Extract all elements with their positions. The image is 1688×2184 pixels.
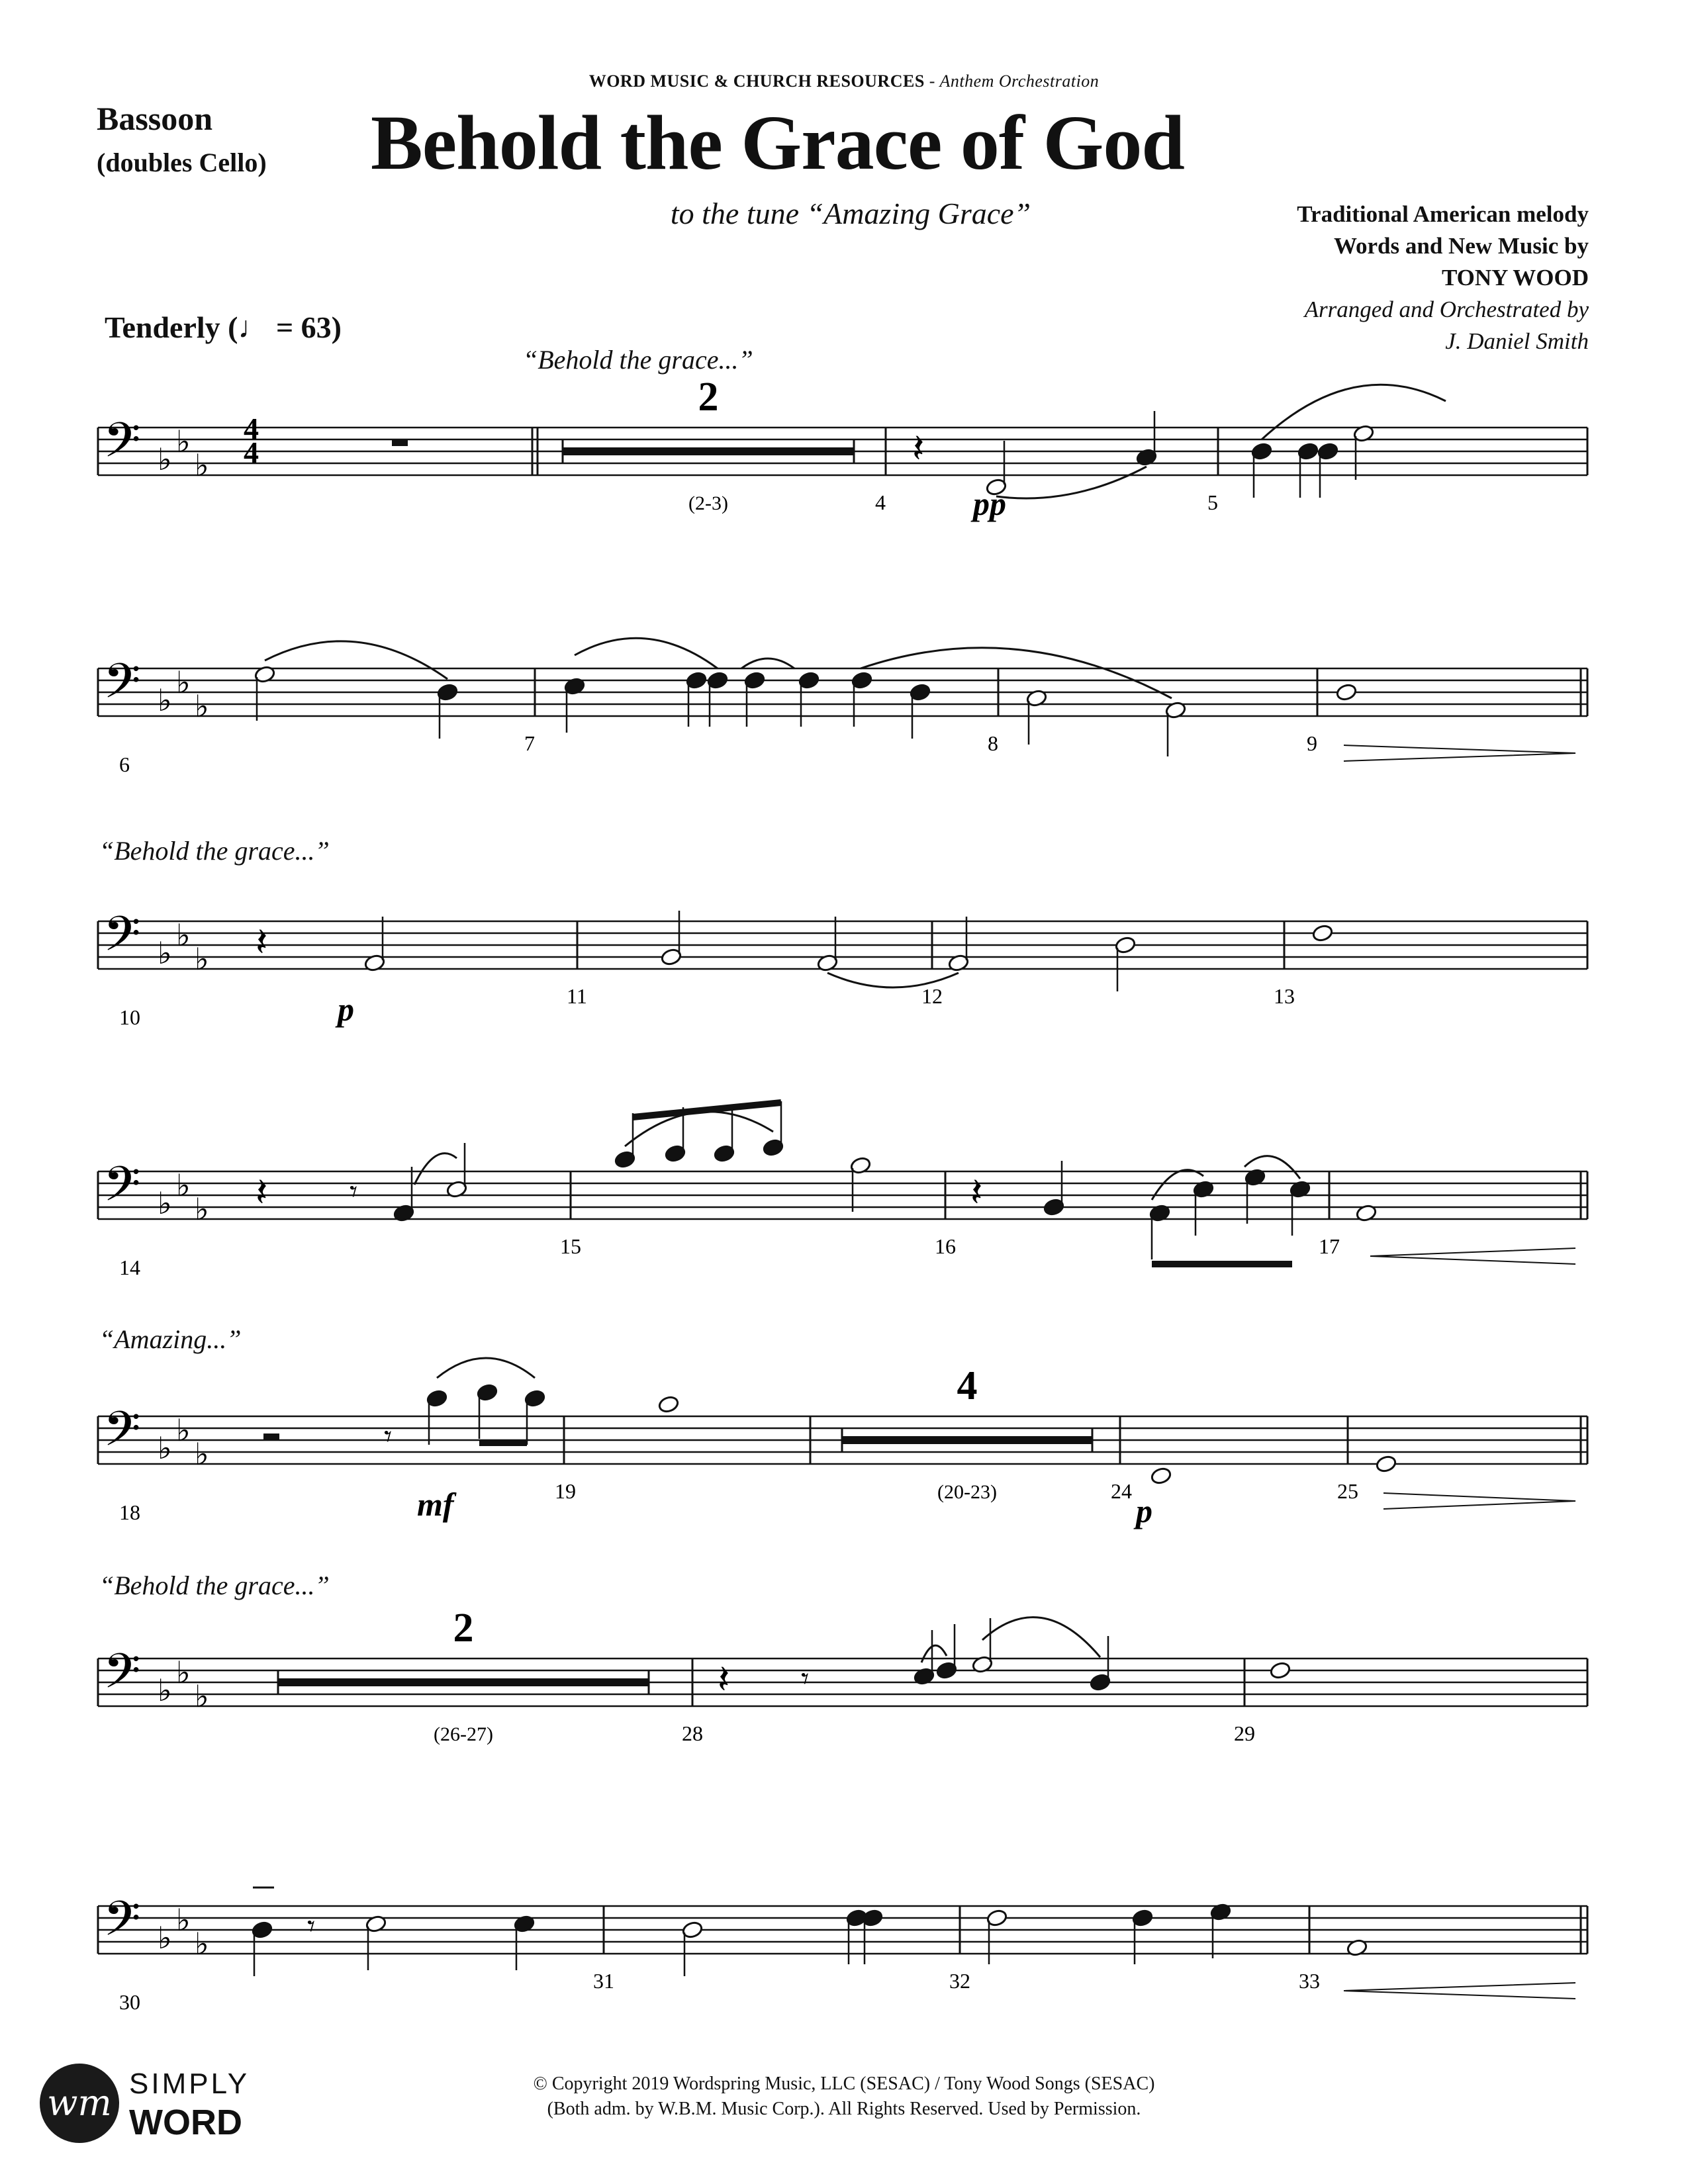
bass-clef-icon: 𝄢 (103, 1156, 141, 1224)
labels (103, 375, 1358, 2014)
flat-icon: ♭ (158, 441, 172, 477)
flat-icon: ♭ (158, 682, 172, 718)
eighth-rest-icon: 𝄾 (307, 1908, 316, 1944)
measure-number: 7 (524, 731, 535, 755)
staves (98, 428, 1587, 1954)
instrument-note: (doubles Cello) (97, 148, 267, 177)
measure-number: 4 (875, 490, 886, 514)
measure-number: 25 (1337, 1479, 1358, 1503)
bass-clef-icon: 𝄢 (103, 1890, 141, 1958)
measure-number: 6 (119, 752, 130, 776)
credit-composer: TONY WOOD (1441, 265, 1589, 291)
measure-number: 33 (1299, 1969, 1320, 1993)
flat-icon: ♭ (158, 935, 172, 971)
measure-number: 30 (119, 1990, 140, 2014)
credit-words: Words and New Music by (1333, 233, 1589, 259)
measure-number: 12 (921, 984, 943, 1008)
dynamic-marking: p (338, 991, 354, 1028)
measure-number: 11 (567, 984, 587, 1008)
multimeasure-rest (278, 1678, 649, 1686)
measure-number: 13 (1274, 984, 1295, 1008)
cue-text: “Behold the grace...” (99, 836, 330, 866)
measure-number: 31 (593, 1969, 614, 1993)
note (1150, 1467, 1172, 1485)
bass-clef-icon: 𝄢 (103, 1400, 141, 1469)
time-signature-numerator: 4 (244, 412, 259, 445)
quarter-rest-icon: 𝄽 (256, 1169, 268, 1216)
note (1335, 683, 1357, 702)
bass-clef-icon: 𝄢 (103, 653, 141, 721)
multirest-range: (26-27) (434, 1723, 493, 1745)
instrument-name: Bassoon (97, 100, 213, 137)
whole-rest (392, 439, 408, 446)
measure-number: 24 (1111, 1479, 1132, 1503)
measure-number: 17 (1319, 1234, 1340, 1258)
time-signature-denominator: 4 (244, 435, 259, 469)
flat-icon: ♭ (158, 1430, 172, 1466)
half-rest (263, 1433, 279, 1440)
note (1375, 1455, 1397, 1473)
credit-melody: Traditional American melody (1297, 201, 1589, 227)
publisher-series: - Anthem Orchestration (929, 71, 1100, 91)
flat-icon: ♭ (158, 1185, 172, 1221)
measure-number: 29 (1234, 1721, 1255, 1745)
measure-number: 14 (119, 1255, 140, 1279)
eighth-rest-icon: 𝄾 (384, 1418, 393, 1454)
notes (251, 385, 1575, 1999)
copyright-line-1: © Copyright 2019 Wordspring Music, LLC (SESAC) / Tony Wood Songs (SESAC) (533, 2073, 1155, 2094)
copyright-line-2: (Both adm. by W.B.M. Music Corp.). All Rights Reserved. Used by Permission. (547, 2099, 1141, 2119)
credit-arranged: Arranged and Orchestrated by (1304, 296, 1589, 322)
slur (861, 648, 1172, 698)
slur (921, 1645, 947, 1662)
tempo-word: Tenderly (105, 310, 220, 344)
flat-icon: ♭ (176, 1902, 191, 1938)
note (657, 1395, 679, 1414)
dynamic-marking: pp (973, 485, 1006, 522)
quarter-rest-icon: 𝄽 (718, 1657, 730, 1703)
bass-clef-icon: 𝄢 (103, 1643, 141, 1711)
multirest-count: 4 (957, 1363, 978, 1408)
multirest-count: 2 (453, 1606, 474, 1651)
credit-arranger: J. Daniel Smith (1445, 328, 1589, 354)
flat-icon: ♭ (158, 1920, 172, 1956)
flat-icon: ♭ (195, 1436, 209, 1472)
flat-icon: ♭ (195, 941, 209, 977)
eighth-rest-icon: 𝄾 (801, 1661, 810, 1696)
measure-number: 18 (119, 1500, 140, 1524)
piece-subtitle: to the tune “Amazing Grace” (670, 197, 1031, 230)
copyright-notice (0, 2071, 1688, 2122)
dynamic-marking: p (1136, 1492, 1152, 1529)
flat-icon: ♭ (195, 447, 209, 483)
logo-text-top: SIMPLY (129, 2068, 250, 2100)
slur (741, 659, 794, 668)
quarter-rest-icon: 𝄽 (970, 1169, 983, 1216)
measure-number: 10 (119, 1005, 140, 1029)
cue-text: “Behold the grace...” (523, 345, 753, 375)
measure-number: 28 (682, 1721, 703, 1745)
multimeasure-rest (563, 447, 854, 455)
measure-number: 8 (988, 731, 998, 755)
measure-number: 19 (555, 1479, 576, 1503)
flat-icon: ♭ (176, 1655, 191, 1690)
decrescendo-hairpin (1370, 1248, 1575, 1264)
measure-number: 16 (935, 1234, 956, 1258)
cue-text: “Amazing...” (99, 1324, 242, 1354)
bass-clef-icon: 𝄢 (103, 905, 141, 974)
decrescendo-hairpin (1383, 1493, 1575, 1509)
measure-number: 32 (949, 1969, 970, 1993)
eighth-rest-icon: 𝄾 (350, 1173, 358, 1209)
flat-icon: ♭ (195, 1191, 209, 1227)
measure-number: 5 (1207, 490, 1218, 514)
multimeasure-rest (842, 1436, 1092, 1444)
cue-text: “Behold the grace...” (99, 1570, 330, 1600)
flat-icon: ♭ (176, 1167, 191, 1203)
dynamic-marking: mf (417, 1486, 454, 1523)
flat-icon: ♭ (176, 1412, 191, 1448)
logo-text-bottom: WORD (129, 2103, 242, 2142)
multirest-count: 2 (698, 375, 719, 420)
flat-icon: ♭ (195, 1678, 209, 1714)
quarter-rest-icon: 𝄽 (912, 426, 925, 472)
flat-icon: ♭ (176, 424, 191, 459)
measure-number: 15 (560, 1234, 581, 1258)
beam (633, 1103, 781, 1117)
publisher-name: WORD MUSIC & CHURCH RESOURCES (588, 71, 925, 91)
flat-icon: ♭ (195, 688, 209, 724)
slur (982, 1617, 1100, 1657)
multirest-range: (20-23) (937, 1481, 997, 1503)
tempo-metronome: (♩ = 63) (228, 310, 342, 344)
decrescendo-hairpin (1344, 1983, 1575, 1999)
slur (575, 638, 718, 668)
note (1269, 1661, 1291, 1680)
flat-icon: ♭ (195, 1926, 209, 1962)
quarter-rest-icon: 𝄽 (256, 919, 268, 966)
slur (437, 1358, 535, 1378)
flat-icon: ♭ (176, 917, 191, 953)
slur (996, 467, 1147, 498)
bass-clef-icon: 𝄢 (103, 412, 141, 480)
multirest-range: (2-3) (688, 492, 728, 514)
piece-title: Behold the Grace of God (371, 99, 1185, 186)
slur (265, 641, 447, 679)
slur (1262, 385, 1446, 439)
slur (414, 1154, 457, 1185)
decrescendo-hairpin (1344, 745, 1575, 761)
flat-icon: ♭ (176, 664, 191, 700)
note (1311, 924, 1333, 942)
measure-number: 9 (1307, 731, 1317, 755)
flat-icon: ♭ (158, 1672, 172, 1708)
wm-logo-icon: wm (40, 2064, 119, 2143)
